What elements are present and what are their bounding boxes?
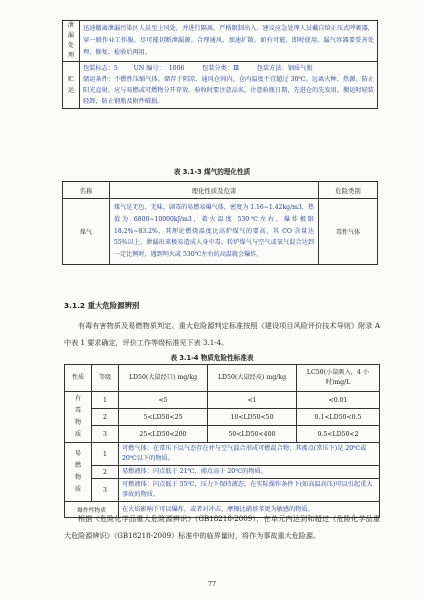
oral-cell: <5 bbox=[119, 392, 208, 409]
section-paragraph bbox=[64, 317, 380, 351]
grade-cell: 1 bbox=[92, 443, 119, 466]
header-dermal: LD50(大鼠经皮) mg/kg bbox=[208, 365, 297, 392]
label-char: 漏 bbox=[67, 32, 75, 39]
label-char: 质 bbox=[74, 486, 82, 493]
leak-handling-text: 迅速撤离泄漏污染区人员至上风处，并进行隔离，严格限制出入。建议应急处理人员戴自给正压式呼吸器，穿一般作业工作服。尽可能切断泄漏源。合理通风，加速扩散。如有可能，即时使用。漏气容器要妥善处理，修复、检验后再用。 bbox=[80, 21, 378, 62]
packaging-line: 包装标志：5 UN 编号： 1006 包装分类：Ⅲ 包装方法：钢质气瓶 bbox=[83, 65, 313, 72]
grade-cell: 1 bbox=[92, 392, 119, 409]
oral-cell: 5<LD50<25 bbox=[119, 409, 208, 426]
label-char: 处 bbox=[67, 42, 75, 49]
section-paragraph-text: 有毒有害物质及易燃物质判定、重大危险源判定标准按照《建设项目风险评价技术导则》附录 A 中表 1 要求确定，评价工作等级标准见下表 3.1-4。 bbox=[64, 321, 380, 347]
label-char: 泄 bbox=[67, 22, 75, 29]
header-properties: 理化性质及危害 bbox=[110, 182, 319, 199]
label-char: 理 bbox=[67, 52, 75, 59]
dermal-cell: <1 bbox=[208, 392, 297, 409]
grade-cell: 3 bbox=[92, 479, 119, 502]
substance-name: 煤气 bbox=[63, 199, 110, 265]
storage-text: 储运条件：不燃性压缩气体。储存于阴凉、通风仓间内。仓内温度不宜超过 30℃。远离火种、热源。防止阳光直射。应与易燃或可燃物分开存放。验收时要注意品名，注意验瓶日期，先进仓的先发用。搬运时轻装轻卸，防止钢瓶及附件破损。 bbox=[83, 76, 374, 105]
inhale-cell: <0.01 bbox=[297, 392, 380, 409]
leak-label bbox=[63, 21, 80, 62]
inhale-cell: 0.1<LD50<0.5 bbox=[297, 409, 380, 426]
flammable-text: 可燃气体：在常压下以气态存在并与空气混合形成可燃混合物；其沸点(常压下)是 20℃或 20℃以下的物质。 bbox=[119, 443, 380, 466]
label-char: 物 bbox=[74, 419, 82, 426]
header-category: 危险类别 bbox=[319, 182, 378, 199]
label-char: 运 bbox=[67, 87, 75, 94]
storage-cell bbox=[80, 62, 378, 109]
grade-cell: 2 bbox=[92, 409, 119, 426]
flammable-text: 易燃液体：闪点低于 21℃，沸点高于 20℃的物质。 bbox=[119, 466, 380, 479]
flammable-text: 可燃液体：闪点低于 55℃，压力下保持液态，在实际操作条件下(如高温高压)可以引起重大事故的物质。 bbox=[119, 479, 380, 502]
conclusion-text: 根据《危险化学品重大危险源辨识》（GB18218-2009），在单元内达到和超过《危险化学品重大危险源辨识》（GB18218-2009）标准中的临界量时，将作为事故重大危险源。 bbox=[64, 514, 380, 540]
header-inhalation: LC50(小鼠吸入，4 小时)mg/L bbox=[297, 365, 380, 392]
label-char: 质 bbox=[74, 431, 82, 438]
header-grade: 等级 bbox=[92, 365, 119, 392]
page-number: 77 bbox=[207, 580, 217, 588]
handling-table bbox=[62, 20, 378, 109]
dermal-cell: 10<LD50<50 bbox=[208, 409, 297, 426]
label-char: 易 bbox=[74, 450, 82, 457]
label-char: 有 bbox=[74, 395, 82, 402]
table-313-caption: 表 3.1-3 煤气的理化性质 bbox=[173, 168, 251, 176]
label-char: 燃 bbox=[74, 462, 82, 469]
conclusion-paragraph bbox=[64, 510, 380, 544]
label-char: 物 bbox=[74, 474, 82, 481]
substance-description: 煤气是无色、无味、剧毒的易燃易爆气体，密度为 1.16~1.42kg/m3，热值为 6800~10000kJ/m3，着火温度 530℃左右，爆炸极限 18.2%~83.2%，其理论燃烧温度比高炉煤气的要高，其 CO 含量达 55%以上，泄漏出来极易造成人身中毒。转炉煤气与空气或氧气混合达到一定比例时，遇到明火或 530℃左右的高温就会爆炸。 bbox=[110, 199, 319, 265]
header-oral: LD50(大鼠经口) mg/kg bbox=[119, 365, 208, 392]
hazard-category: 毒性气体 bbox=[319, 199, 378, 265]
storage-label bbox=[63, 62, 80, 109]
grade-cell: 2 bbox=[92, 466, 119, 479]
header-nature: 性质 bbox=[65, 365, 92, 392]
oral-cell: 25<LD50<200 bbox=[119, 426, 208, 443]
label-char: 毒 bbox=[74, 407, 82, 414]
table-314-caption: 表 3.1-4 物质危险性标准表 bbox=[170, 354, 254, 362]
flammable-label bbox=[65, 443, 92, 502]
toxic-label bbox=[65, 392, 92, 443]
header-name: 名称 bbox=[63, 182, 110, 199]
label-char: 贮 bbox=[67, 76, 75, 83]
gas-properties-table bbox=[62, 181, 378, 265]
dermal-cell: 50<LD50<400 bbox=[208, 426, 297, 443]
hazard-standard-table bbox=[64, 364, 380, 518]
section-heading: 3.1.2 重大危险源辨别 bbox=[64, 301, 140, 310]
explosive-label: 爆炸性物质 bbox=[65, 502, 119, 518]
inhale-cell: 0.5<LD50<2 bbox=[297, 426, 380, 443]
grade-cell: 3 bbox=[92, 426, 119, 443]
explosive-text: 在火焰影响下可以爆炸，或者对冲击、摩擦比硝基苯更为敏感的物质。 bbox=[119, 502, 380, 518]
